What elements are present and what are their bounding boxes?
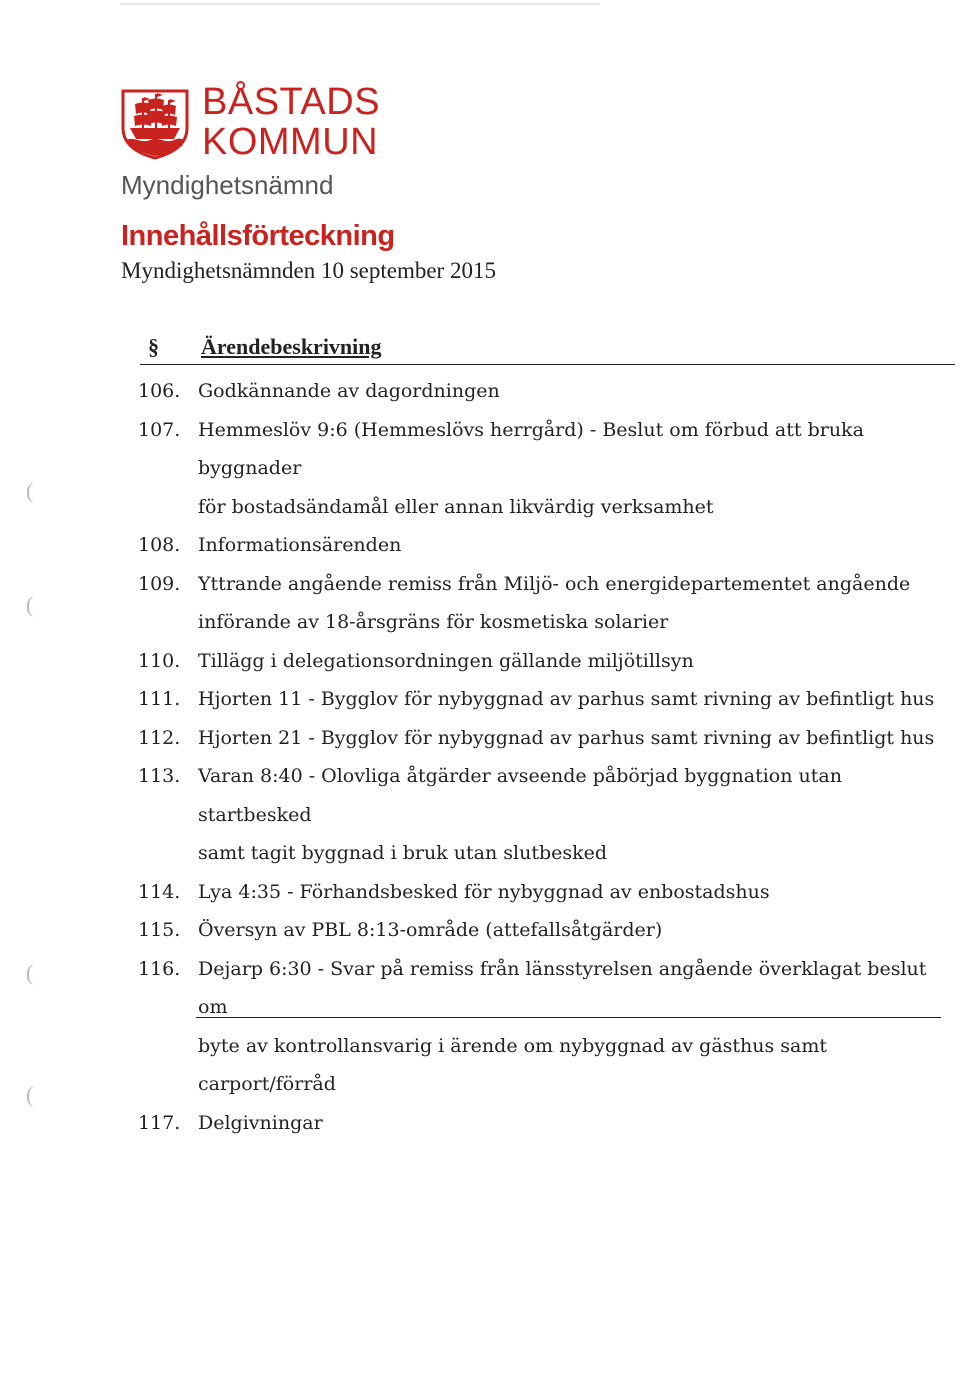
item-text: Översyn av PBL 8:13-område (attefallsåtgärder)	[198, 919, 663, 941]
binder-mark: (	[26, 1082, 34, 1107]
item-text: Tillägg i delegationsordningen gällande miljötillsyn	[198, 649, 694, 672]
item-text: Hemmeslöv 9:6 (Hemmeslövs herrgård) - Beslut om förbud att bruka byggnader för bostadsändamål eller annan likvärdig verksamhet	[198, 418, 864, 518]
binder-mark: (	[26, 478, 34, 503]
item-text: Godkännande av dagordningen	[198, 380, 500, 402]
org-name-line1: BÅSTADS	[202, 81, 381, 123]
item-number: 108.	[138, 534, 181, 556]
section-symbol: §	[148, 334, 159, 359]
list-item	[138, 680, 958, 719]
logo	[120, 82, 420, 172]
item-number: 106.	[138, 380, 181, 402]
list-item	[138, 757, 958, 873]
binder-mark: (	[26, 592, 34, 617]
list-item	[138, 911, 958, 950]
item-number: 117.	[138, 1111, 181, 1134]
item-number: 107.	[138, 418, 181, 441]
end-divider	[196, 1017, 941, 1018]
list-item	[138, 565, 958, 642]
list-item	[138, 411, 958, 527]
scan-artifact-line	[120, 3, 600, 5]
toc-header	[140, 330, 955, 365]
item-text: Informationsärenden	[198, 534, 402, 556]
list-item	[138, 372, 958, 411]
binder-mark: (	[26, 960, 34, 985]
list-item	[138, 950, 958, 1104]
item-number: 114.	[138, 880, 181, 903]
item-number: 112.	[138, 726, 181, 749]
item-number: 110.	[138, 649, 181, 672]
list-item	[138, 642, 958, 681]
item-text: Hjorten 11 - Bygglov för nybyggnad av parhus samt rivning av befintligt hus	[198, 688, 935, 710]
item-number: 109.	[138, 572, 181, 595]
item-number: 116.	[138, 957, 181, 980]
list-item	[138, 1104, 958, 1143]
column-heading: Ärendebeskrivning	[201, 334, 382, 359]
org-name-line2: KOMMUN	[202, 121, 379, 163]
list-item	[138, 719, 958, 758]
page-title: Innehållsförteckning	[121, 220, 395, 252]
item-text: Hjorten 21 - Bygglov för nybyggnad av parhus samt rivning av befintligt hus	[198, 726, 935, 749]
organization-name	[202, 82, 380, 162]
item-text: Yttrande angående remiss från Miljö- och energidepartementet angående införande av 18-årsgräns för kosmetiska solarier	[198, 572, 911, 633]
item-number: 111.	[138, 688, 181, 710]
item-text: Varan 8:40 - Olovliga åtgärder avseende påbörjad byggnation utan startbesked samt tagit byggnad i bruk utan slutbesked	[198, 765, 842, 864]
ship-crest-icon	[120, 88, 190, 160]
item-number: 115.	[138, 919, 181, 941]
department-name: Myndighetsnämnd	[121, 170, 334, 200]
item-number: 113.	[138, 765, 181, 787]
item-text: Dejarp 6:30 - Svar på remiss från länsstyrelsen angående överklagat beslut om byte av kontrollansvarig i ärende om nybyggnad av gästhus samt carport/förråd	[198, 957, 927, 1095]
list-item	[138, 873, 958, 912]
page-subtitle: Myndighetsnämnden 10 september 2015	[121, 258, 496, 283]
item-text: Delgivningar	[198, 1111, 323, 1134]
toc-list	[138, 372, 958, 1142]
list-item	[138, 526, 958, 565]
item-text: Lya 4:35 - Förhandsbesked för nybyggnad av enbostadshus	[198, 880, 770, 903]
